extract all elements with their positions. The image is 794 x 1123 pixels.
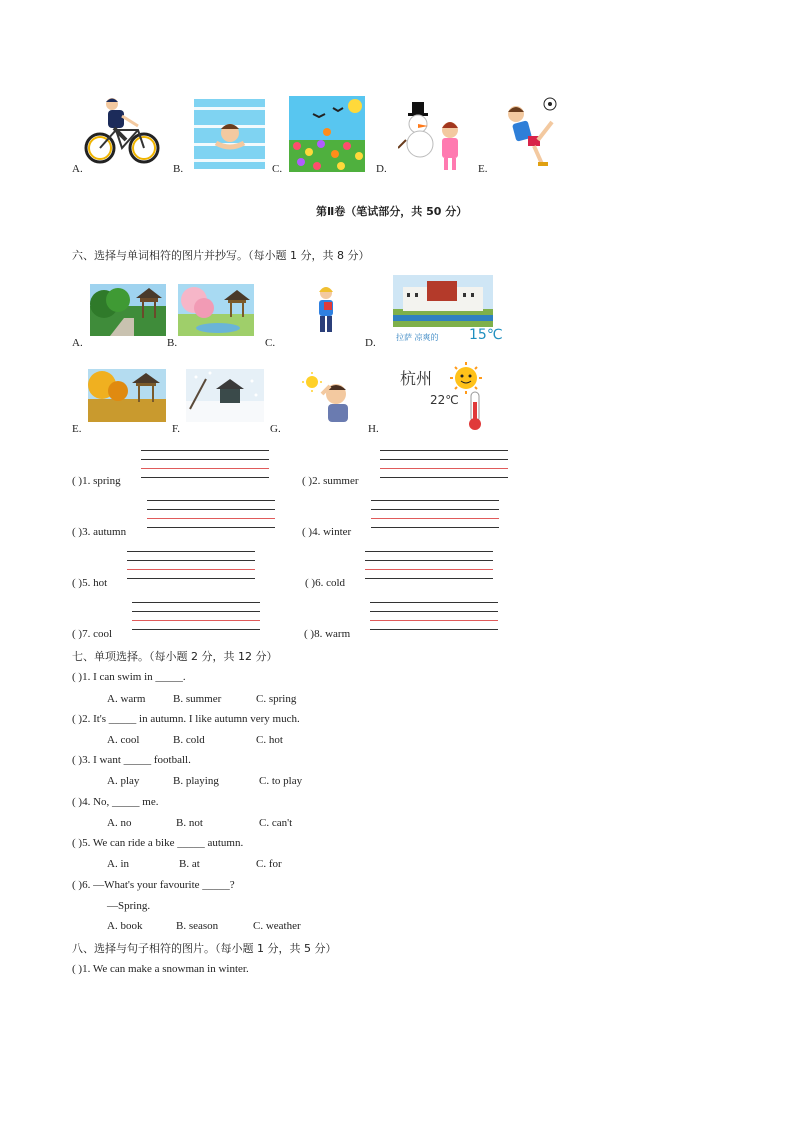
hangzhou-temperature: 22℃: [430, 393, 459, 407]
s7-q5-stem: ( )5. We can ride a bike _____ autumn.: [72, 837, 244, 849]
writing-lines-7[interactable]: [132, 602, 260, 630]
s6-item-6: ( )6. cold: [305, 577, 346, 589]
s7-q4-option-a[interactable]: A. no: [107, 817, 132, 829]
summer-park-picture: [90, 284, 166, 336]
s6-item-2: ( )2. summer: [302, 475, 359, 487]
writing-lines-8[interactable]: [370, 602, 498, 630]
s6-option-b: B.: [167, 337, 178, 349]
s8-q1: ( )1. We can make a snowman in winter.: [72, 963, 249, 975]
s7-q6-stem: ( )6. —What's your favourite _____?: [72, 879, 235, 891]
s6-option-d: D.: [365, 337, 376, 349]
s6-option-a: A.: [72, 337, 83, 349]
writing-lines-5[interactable]: [127, 551, 255, 579]
option-e-label: E.: [478, 163, 488, 175]
s7-q6-answer-line: —Spring.: [107, 900, 151, 912]
writing-lines-4[interactable]: [371, 500, 499, 528]
writing-lines-6[interactable]: [365, 551, 493, 579]
s7-q5-option-c[interactable]: C. for: [256, 858, 282, 870]
s6-item-1: ( )1. spring: [72, 475, 121, 487]
writing-lines-1[interactable]: [141, 450, 269, 478]
s7-q4-option-b[interactable]: B. not: [176, 817, 203, 829]
s6-option-e: E.: [72, 423, 82, 435]
lhasa-caption: 拉萨 凉爽的: [396, 333, 439, 342]
s7-q3-stem: ( )3. I want _____ football.: [72, 754, 191, 766]
option-d-label: D.: [376, 163, 387, 175]
option-b-label: B.: [173, 163, 184, 175]
hangzhou-city: 杭州: [400, 369, 433, 388]
s7-q6-option-c[interactable]: C. weather: [253, 920, 301, 932]
s7-q4-stem: ( )4. No, _____ me.: [72, 796, 159, 808]
s7-q3-option-b[interactable]: B. playing: [173, 775, 219, 787]
s6-item-4: ( )4. winter: [302, 526, 352, 538]
s6-option-f: F.: [172, 423, 180, 435]
snowman-picture: [398, 100, 466, 172]
s7-q2-option-a[interactable]: A. cool: [107, 734, 140, 746]
writing-lines-3[interactable]: [147, 500, 275, 528]
swimmer-picture: [194, 99, 265, 169]
s7-q3-option-a[interactable]: A. play: [107, 775, 140, 787]
s7-q1-stem: ( )1. I can swim in _____.: [72, 671, 186, 683]
s6-option-h: H.: [368, 423, 379, 435]
s6-option-c: C.: [265, 337, 276, 349]
s6-item-5: ( )5. hot: [72, 577, 108, 589]
writing-lines-2[interactable]: [380, 450, 508, 478]
s7-q3-option-c[interactable]: C. to play: [259, 775, 303, 787]
s7-q1-option-a[interactable]: A. warm: [107, 693, 146, 705]
s6-item-8: ( )8. warm: [304, 628, 351, 640]
hot-boy-picture: [302, 372, 356, 424]
cool-girl-picture: [313, 284, 339, 336]
part-title: 第Ⅱ卷（笔试部分，共 50 分）: [316, 205, 468, 218]
s7-q4-option-c[interactable]: C. can't: [259, 817, 293, 829]
s7-q2-stem: ( )2. It's _____ in autumn. I like autumn very much.: [72, 713, 300, 725]
spring-park-picture: [178, 284, 254, 336]
s7-q1-option-c[interactable]: C. spring: [256, 693, 297, 705]
s7-q6-option-a[interactable]: A. book: [107, 920, 143, 932]
cyclist-picture: [82, 96, 162, 166]
s7-q1-option-b[interactable]: B. summer: [173, 693, 222, 705]
option-a-label: A.: [72, 163, 83, 175]
section8-title: 八、选择与句子相符的图片。（每小题 1 分，共 5 分）: [72, 942, 337, 955]
s6-option-g: G.: [270, 423, 281, 435]
autumn-park-picture: [88, 369, 166, 422]
option-c-label: C.: [272, 163, 283, 175]
s7-q2-option-c[interactable]: C. hot: [256, 734, 283, 746]
s6-item-7: ( )7. cool: [72, 628, 113, 640]
s7-q2-option-b[interactable]: B. cold: [173, 734, 205, 746]
s7-q6-option-b[interactable]: B. season: [176, 920, 219, 932]
football-kick-picture: [502, 96, 560, 170]
s7-q5-option-b[interactable]: B. at: [179, 858, 200, 870]
spring-garden-picture: [289, 96, 365, 172]
s6-item-3: ( )3. autumn: [72, 526, 127, 538]
s7-q5-option-a[interactable]: A. in: [107, 858, 129, 870]
lhasa-temperature: 15℃: [469, 327, 503, 343]
section7-title: 七、单项选择。（每小题 2 分，共 12 分）: [72, 650, 278, 663]
section6-title: 六、选择与单词相符的图片并抄写。（每小题 1 分，共 8 分）: [72, 249, 370, 262]
winter-pavilion-picture: [186, 369, 264, 422]
